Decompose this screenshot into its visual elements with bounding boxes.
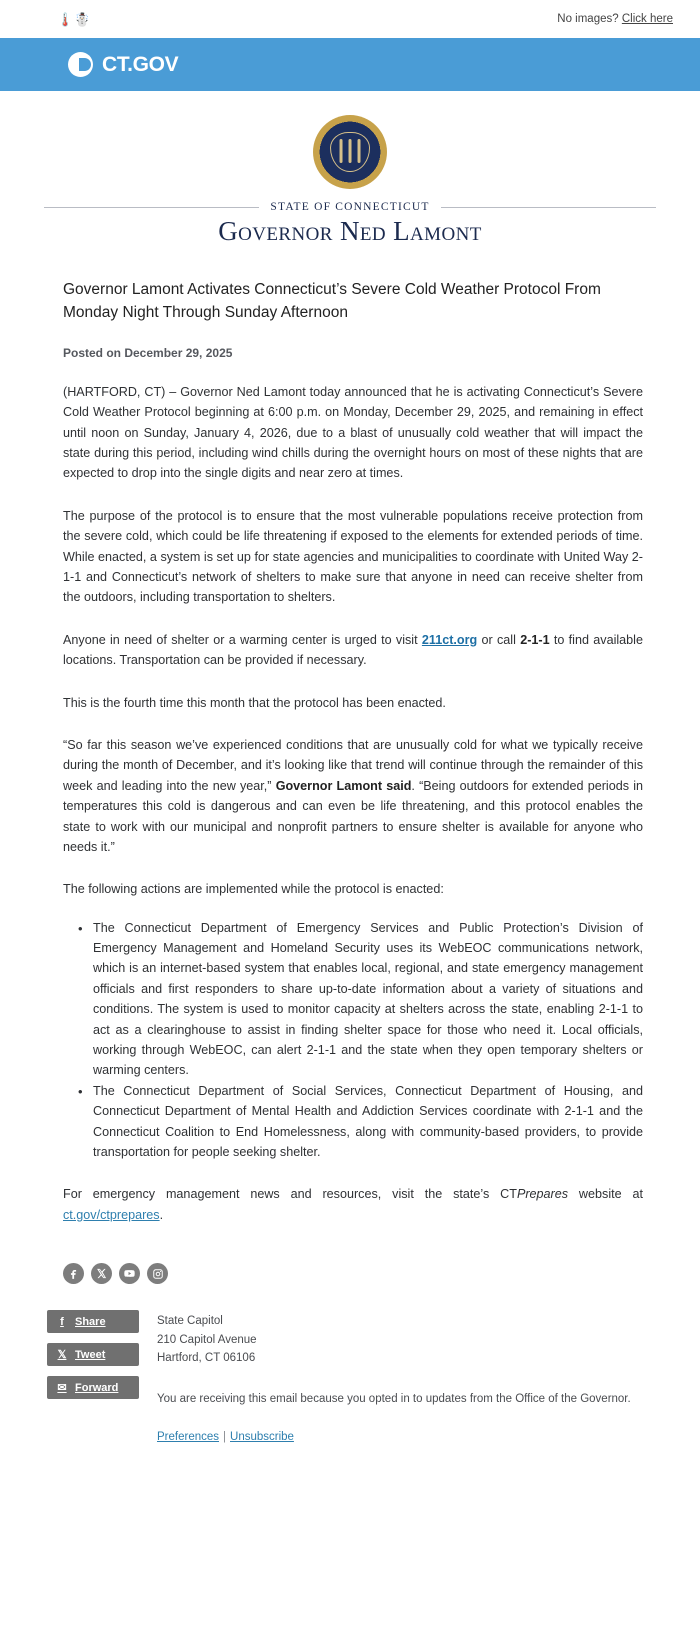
paragraph-intro: (HARTFORD, CT) – Governor Ned Lamont today announced that he is activating Connecticut’s Severe Cold Weather Protocol beginning at 6:00 p.m. on Monday, December 29, 2025, and remaining in effect until noon on Sunday, January 4, 2026, due to a blast of unusually cold weather that will impact the state during this period, including wind chills during the overnight hours on most of these nights that are expected to drop into the single digits and near zero at times. [63,384,643,481]
no-images-label: No images? [557,13,619,25]
instagram-icon[interactable] [147,1263,168,1284]
state-seal-icon [313,115,387,189]
paragraph-ctprepares [63,1184,643,1225]
weather-emoji: 🌡️☃️ [57,11,92,27]
x-glyph-icon: 𝕏 [57,1349,67,1362]
tweet-button-label: Tweet [75,1348,106,1361]
footer-links [157,1428,631,1447]
envelope-glyph-icon: ✉ [57,1382,67,1395]
ctgov-brand-bar [0,38,700,91]
share-button-label: Share [75,1315,106,1328]
preferences-link[interactable]: Preferences [157,1431,220,1444]
address-line-2: 210 Capitol Avenue [157,1333,257,1346]
shelter-text-mid: or call [477,632,521,647]
paragraph-fourth-time: This is the fourth time this month that the protocol has been enacted. [63,695,446,710]
divider-right [441,207,656,208]
shelter-text-after: to find available locations. Transportation can be provided if necessary. [63,632,643,668]
posted-date: Posted on December 29, 2025 [63,345,233,360]
paragraph-governor-quote [63,735,643,857]
unsubscribe-link[interactable]: Unsubscribe [230,1431,294,1444]
forward-button-label: Forward [75,1381,119,1394]
view-in-browser-link[interactable]: Click here [621,13,673,25]
paragraph-shelter-info [63,630,643,671]
link-separator: | [223,1431,227,1444]
address-line-3: Hartford, CT 06106 [157,1352,256,1365]
list-item: • The Connecticut Department of Emergency Services and Public Protection’s Division of Emergency Management and Homeland Security uses its WebEOC communications network, which is an internet-based system that enables local, regional, and state emergency management officials and first responders to share up-to-date information about a variety of situations and conditions. The system is used to monitor capacity at shelters across the state, enabling 2-1-1 to act as a clearinghouse to assist in finding shelter space for those who need it. Local officials, working through WebEOC, can alert 2-1-1 and the state when they open temporary shelters or warming centers. [93,918,643,1081]
ctprepares-link[interactable]: ct.gov/ctprepares [63,1207,160,1222]
state-of-connecticut-line [44,201,656,213]
quote-text-second: . “Being outdoors for extended periods in temperatures this cold is dangerous and can even be life threatening, and this protocol enables the state to work with our municipal and nonprofit partners to ensure shelter is available for anyone who needs it.” [63,778,644,854]
address-line-1: State Capitol [157,1315,223,1328]
youtube-icon[interactable] [119,1263,140,1284]
no-images-notice [557,13,673,25]
state-label: STATE OF CONNECTICUT [270,201,430,213]
ctgov-logo-text: CT.GOV [102,52,179,76]
ctprepares-text-before: For emergency management news and resources, visit the state’s CT [63,1187,517,1202]
shelter-text-before: Anyone in need of shelter or a warming center is urged to visit [63,632,422,647]
preheader-bar [0,0,700,38]
footer-details [157,1310,631,1447]
quote-attribution: Governor Lamont said [275,778,412,793]
share-buttons-column [47,1310,139,1447]
paragraph-list-intro: The following actions are implemented while the protocol is enacted: [63,882,444,897]
divider-left [44,207,259,208]
tweet-share-button[interactable] [47,1343,139,1366]
actions-list [63,918,643,1163]
ctprepares-text-mid: website at [568,1187,644,1202]
211-phone-number: 2-1-1 [520,632,550,647]
paragraph-purpose: The purpose of the protocol is to ensure that the most vulnerable populations receive protection from the severe cold, which could be life threatening if exposed to the elements for extended periods of time. While enacted, a system is set up for state agencies and municipalities to coordinate with United Way 2-1-1 and Connecticut’s network of shelters to make sure that anyone in need can receive shelter from the outdoors, including transportation to shelters. [63,508,643,605]
seal-shield [330,132,370,172]
masthead [0,91,700,251]
facebook-glyph-icon: f [60,1315,64,1328]
ctprepares-text-after: . [159,1207,164,1222]
ctgov-logo[interactable] [68,52,178,77]
email-footer [0,1284,700,1481]
211ct-link[interactable]: 211ct.org [421,632,478,647]
facebook-share-button[interactable] [47,1310,139,1333]
forward-email-button[interactable] [47,1376,139,1399]
article-body [0,251,700,1225]
quote-text-first: “So far this season we’ve experienced conditions that are unusually cold for what we typically receive during the month of December, and it’s looking like that trend will continue through the remainder of this week and leading into the new year,” [63,737,643,793]
page-title: Governor Lamont Activates Connecticut’s Severe Cold Weather Protocol From Monday Night Through Sunday Afternoon [63,281,601,321]
governor-name-title: Governor Ned Lamont [218,216,482,246]
list-item: • The Connecticut Department of Social Services, Connecticut Department of Housing, and Connecticut Department of Mental Health and Addiction Services coordinate with 2-1-1 and the Connecticut Coalition to End Homelessness, along with community-based providers, to provide transportation for people seeking shelter. [93,1081,643,1163]
social-links-row [0,1225,700,1284]
opt-in-disclaimer: You are receiving this email because you opted in to updates from the Office of the Governor. [157,1393,631,1406]
facebook-icon[interactable] [63,1263,84,1284]
x-icon[interactable] [91,1263,112,1284]
ctprepares-italic: Prepares [516,1187,569,1202]
ct-logo-icon [68,52,93,77]
